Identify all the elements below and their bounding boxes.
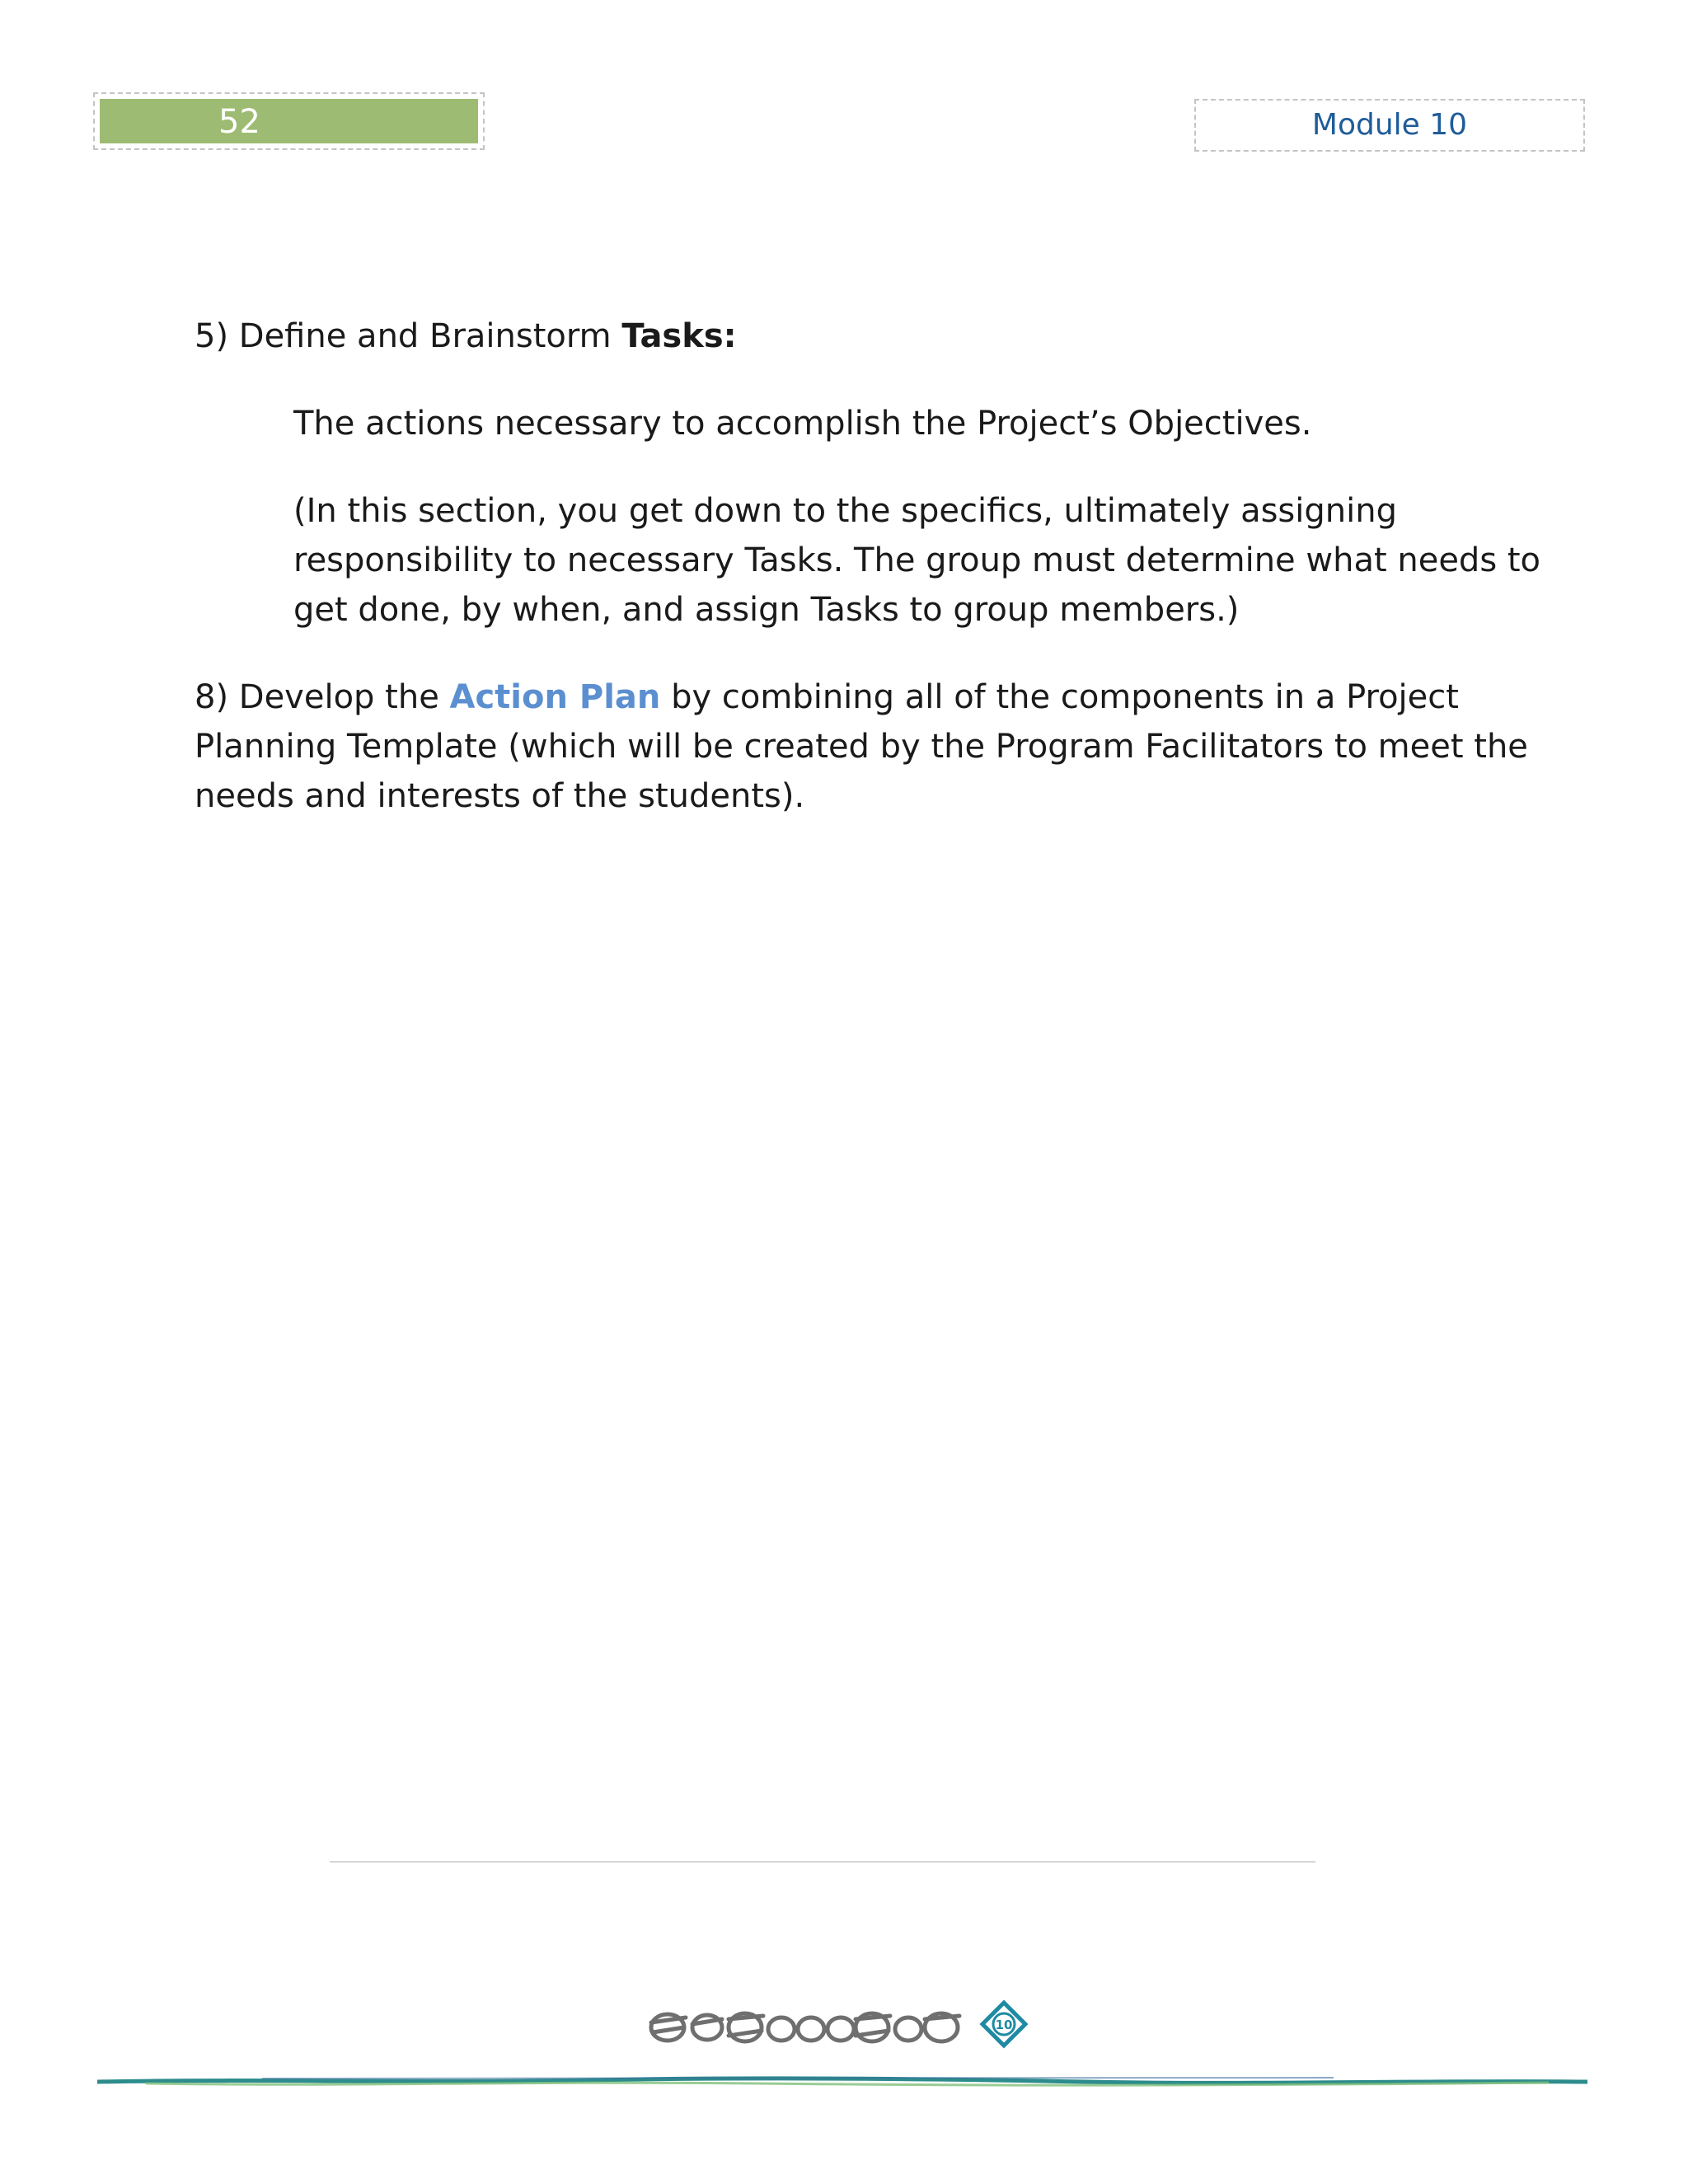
footer-divider (330, 1861, 1315, 1863)
module-label: Module 10 (1194, 99, 1585, 152)
page-number-tab (93, 92, 485, 150)
action-plan-term: Action Plan (449, 678, 661, 716)
step-5-term: Tasks: (621, 317, 737, 355)
step-8-lead: 8) Develop the (195, 678, 450, 716)
footer-wave-line (97, 2069, 1587, 2093)
tasks-note: (In this section, you get down to the specifics, ultimately assigning responsibility to necessary Tasks. The group must determine what needs to get done, by when, and assign Tasks to group members.) (293, 492, 1541, 629)
step-8-rest: by combining all of the components in a Project Planning Template (which will be created by the Program Facilitators to meet the needs and interests of the students). (195, 678, 1528, 815)
scribble-letters (651, 2013, 959, 2041)
tasks-definition: The actions necessary to accomplish the Project’s Objectives. (293, 405, 1312, 443)
page-number: 52 (100, 99, 478, 143)
step-5-lead: 5) Define and Brainstorm (195, 317, 622, 355)
badge-number: 10 (995, 2018, 1013, 2032)
badge-icon (982, 2003, 1025, 2046)
step-8-paragraph (195, 673, 1546, 821)
step-5-heading (195, 312, 1546, 361)
page-body (195, 312, 1546, 821)
footer-logo (643, 1994, 1055, 2054)
